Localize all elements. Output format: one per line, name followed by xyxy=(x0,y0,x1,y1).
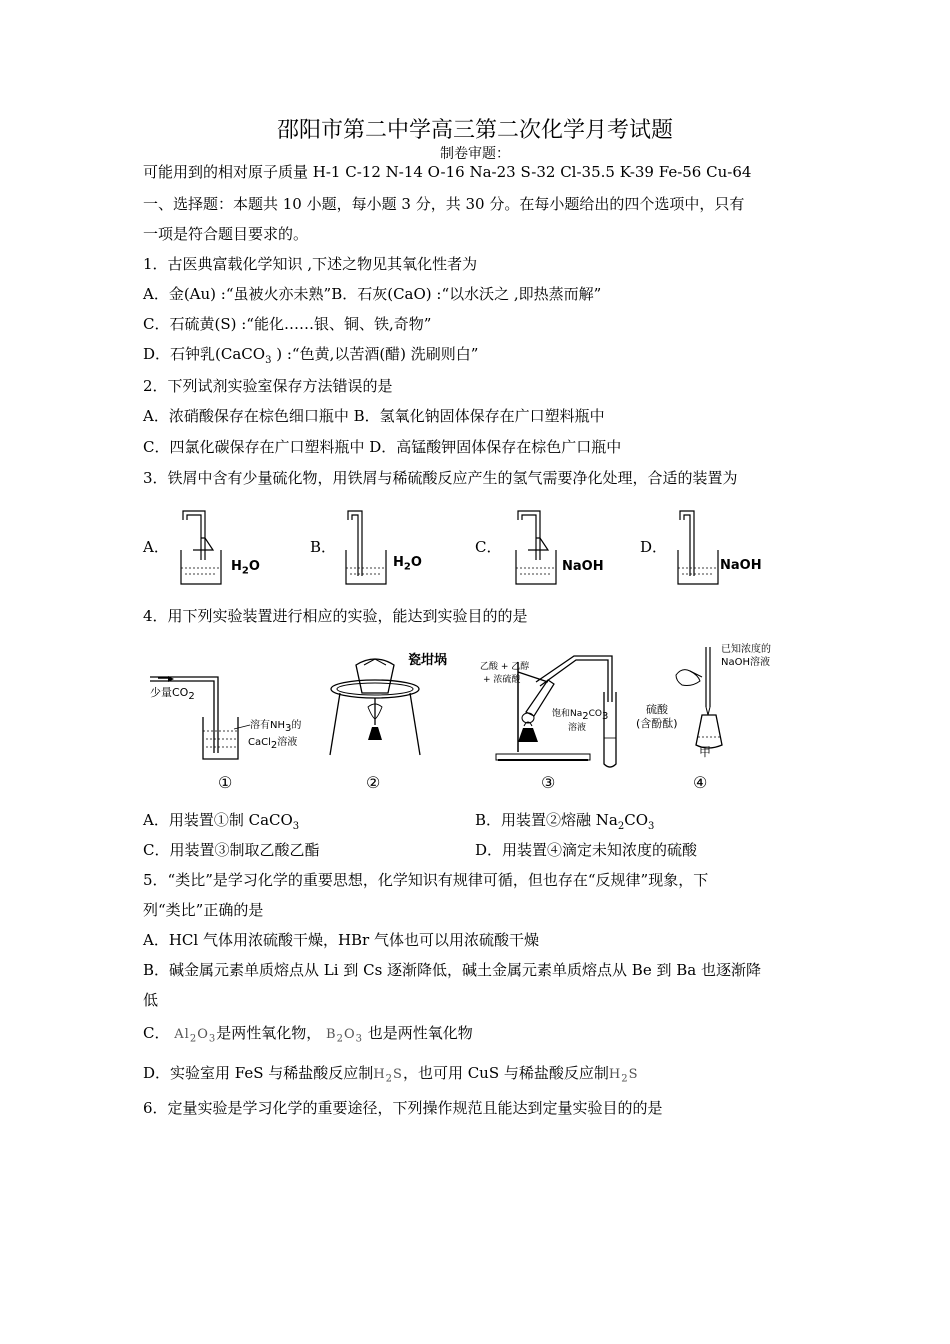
q3-a-reagent-post: O xyxy=(248,559,260,574)
q4-fig3-sol1-sub: 2 xyxy=(582,710,589,722)
q4-fig4-top-line2: NaOH溶液 xyxy=(721,657,770,668)
q4-stem: 4．用下列实验装置进行相应的实验，能达到实验目的的是 xyxy=(143,607,528,625)
q4-option-c: C．用装置③制取乙酸乙酯 xyxy=(143,841,320,859)
q3-stem: 3．铁屑中含有少量硫化物，用铁屑与稀硫酸反应产生的氢气需要净化处理，合适的装置为 xyxy=(143,469,738,487)
q3-option-d-figure xyxy=(672,510,722,590)
q5-c-mid: 是两性氧化物， xyxy=(216,1024,322,1042)
q5-d-f-post: S xyxy=(393,1067,403,1082)
q4-fig2-number: ② xyxy=(366,773,381,792)
q1-option-d xyxy=(143,344,478,364)
q5-stem-line1: 5．“类比”是学习化学的重要思想，化学知识有规律可循，但也存在“反规律”现象，下 xyxy=(143,871,709,889)
q4-fig3-reagent-line2: + 浓硫酸 xyxy=(483,675,521,685)
q5-d-f2-post: S xyxy=(628,1067,639,1082)
q4-fig1-sol1-post: 的 xyxy=(291,720,302,731)
q4-a-pre: A．用装置①制 CaCO xyxy=(143,811,293,829)
q5-c-formula2 xyxy=(326,1027,364,1045)
q5-option-a: A．HCl 气体用浓硫酸干燥，HBr 气体也可以用浓硫酸干燥 xyxy=(143,931,540,949)
q4-fig1-sol1-sub: 3 xyxy=(285,723,292,734)
page-subtitle: 制卷审题： xyxy=(440,146,510,162)
q5-d-formula1 xyxy=(373,1067,403,1085)
q2-options-cd: C．四氯化碳保存在广口塑料瓶中 D．高锰酸钾固体保存在棕色广口瓶中 xyxy=(143,438,622,456)
q5-c-f2-sub2: 3 xyxy=(355,1033,364,1045)
q4-fig1-solution-line2 xyxy=(248,733,297,753)
q3-option-b-label: B． xyxy=(310,538,337,556)
q3-option-c-figure xyxy=(510,510,560,590)
q4-fig4-acid-line1: 硫酸 xyxy=(646,703,668,716)
q4-option-b xyxy=(475,810,654,830)
q4-fig1-number: ① xyxy=(218,773,233,792)
q3-option-c-reagent: NaOH xyxy=(562,559,604,574)
q3-b-reagent-pre: H xyxy=(393,555,404,570)
q5-option-c xyxy=(143,1023,473,1045)
q3-option-b-reagent xyxy=(393,553,422,573)
q3-option-a-figure xyxy=(175,510,225,590)
q3-option-a-label: A． xyxy=(143,538,169,556)
q4-fig1-gas-sub: 2 xyxy=(188,691,195,703)
q4-b-sub2: 3 xyxy=(648,821,655,832)
q1-d-pre: D．石钟乳(CaCO xyxy=(143,345,266,363)
q4-fig4-top-line1: 已知浓度的 xyxy=(721,644,771,655)
q2-stem: 2．下列试剂实验室保存方法错误的是 xyxy=(143,377,393,395)
q5-c-f1-pre: Al xyxy=(174,1027,190,1042)
q4-fig3-solution-line2: 溶液 xyxy=(568,723,587,733)
q4-fig3-sol1-sub2: 3 xyxy=(602,710,609,722)
q5-d-pre: D．实验室用 FeS 与稀盐酸反应制 xyxy=(143,1064,374,1082)
q5-d-f2-pre: H xyxy=(608,1067,622,1082)
q4-fig2-label: 瓷坩埚 xyxy=(408,653,448,668)
q4-option-d: D．用装置④滴定未知浓度的硫酸 xyxy=(475,841,698,859)
q4-b-mid: CO xyxy=(624,811,649,829)
q3-option-c-label: C． xyxy=(475,538,502,556)
q3-a-reagent-pre: H xyxy=(231,559,242,574)
q5-c-f2-post: O xyxy=(343,1027,356,1042)
q5-c-f1-post: O xyxy=(197,1027,209,1042)
q3-b-reagent-sub: 2 xyxy=(403,561,411,573)
q4-option-a xyxy=(143,810,299,830)
q4-fig1-gas-label xyxy=(150,683,195,703)
q4-fig4-jia: 甲 xyxy=(699,745,712,759)
q4-fig1-sol1-pre: 溶有NH xyxy=(250,720,285,731)
q4-fig3-sol1-pre: 饱和Na xyxy=(552,709,583,719)
q3-option-a-reagent xyxy=(231,557,260,577)
q4-fig4-number: ④ xyxy=(693,773,708,792)
page-title: 邵阳市第二中学高三第二次化学月考试题 xyxy=(276,118,673,143)
q5-option-b-line2: 低 xyxy=(143,991,159,1009)
q5-c-f2-pre: B xyxy=(326,1027,337,1042)
q2-options-ab: A．浓硝酸保存在棕色细口瓶中 B．氢氧化钠固体保存在广口塑料瓶中 xyxy=(143,407,605,425)
q4-fig1-sol2-pre: CaCl xyxy=(248,737,271,748)
q5-d-f-sub: 2 xyxy=(385,1073,394,1085)
q5-option-d xyxy=(143,1063,639,1085)
q5-c-end: 也是两性氧化物 xyxy=(363,1024,473,1042)
q4-fig4-acid-line2: (含酚酞) xyxy=(636,717,678,730)
atomic-masses: 可能用到的相对原子质量 H-1 C-12 N-14 O-16 Na-23 S-32 Cl-35.5 K-39 Fe-56 Cu-64 xyxy=(143,163,752,181)
q5-c-label: C． xyxy=(143,1024,170,1042)
q1-d-sub: 3 xyxy=(265,355,272,366)
q5-c-f2-sub: 2 xyxy=(336,1033,344,1045)
q4-fig1-gas-pre: 少量CO xyxy=(150,686,189,699)
q1-stem: 1．古医典富载化学知识 ,下述之物见其氧化性者为 xyxy=(143,255,478,273)
q5-stem-line2: 列“类比”正确的是 xyxy=(143,901,264,919)
q5-d-f2-sub: 2 xyxy=(621,1073,629,1085)
q1-options-ab: A．金(Au) :“虽被火亦未熟”B．石灰(CaO) :“以水沃之 ,即热蒸而解” xyxy=(143,285,602,303)
q3-a-reagent-sub: 2 xyxy=(241,565,249,577)
q5-option-b-line1: B．碱金属元素单质熔点从 Li 到 Cs 逐渐降低，碱土金属元素单质熔点从 Be 到 Ba 也逐渐降 xyxy=(143,961,761,979)
section1-line1: 一、选择题：本题共 10 小题，每小题 3 分，共 30 分。在每小题给出的四个选项中，只有 xyxy=(143,195,745,213)
q4-fig3-sol1-post: CO xyxy=(588,709,602,719)
q3-b-reagent-post: O xyxy=(410,555,422,570)
q5-d-mid: ，也可用 CuS 与稀盐酸反应制 xyxy=(402,1064,609,1082)
q3-option-d-label: D． xyxy=(640,538,668,556)
q4-fig3-number: ③ xyxy=(541,773,556,792)
q1-d-post: ) :“色黄,以苦酒(醋) 洗刷则白” xyxy=(271,345,479,363)
q4-b-sub: 2 xyxy=(617,821,625,832)
q1-option-c: C．石硫黄(S) :“能化……银、铜、铁,奇物” xyxy=(143,315,432,333)
q5-d-f-pre: H xyxy=(373,1067,386,1082)
q6-stem: 6．定量实验是学习化学的重要途径，下列操作规范且能达到定量实验目的的是 xyxy=(143,1099,663,1117)
q5-c-formula1 xyxy=(174,1027,217,1045)
q4-fig1-sol2-sub: 2 xyxy=(270,740,278,751)
q5-c-f1-sub2: 3 xyxy=(208,1033,217,1045)
q3-option-b-figure xyxy=(340,510,390,590)
q5-c-f1-sub: 2 xyxy=(189,1033,198,1045)
q4-b-pre: B．用装置②熔融 Na xyxy=(475,811,618,829)
section1-line2: 一项是符合题目要求的。 xyxy=(143,225,309,243)
q4-a-sub: 3 xyxy=(292,821,300,832)
q3-option-d-reagent: NaOH xyxy=(720,558,762,573)
q4-fig3-reagent-line1: 乙酸 + 乙醇 xyxy=(480,662,530,672)
q4-fig1-sol2-post: 溶液 xyxy=(277,737,298,748)
q5-d-formula2 xyxy=(608,1067,639,1085)
